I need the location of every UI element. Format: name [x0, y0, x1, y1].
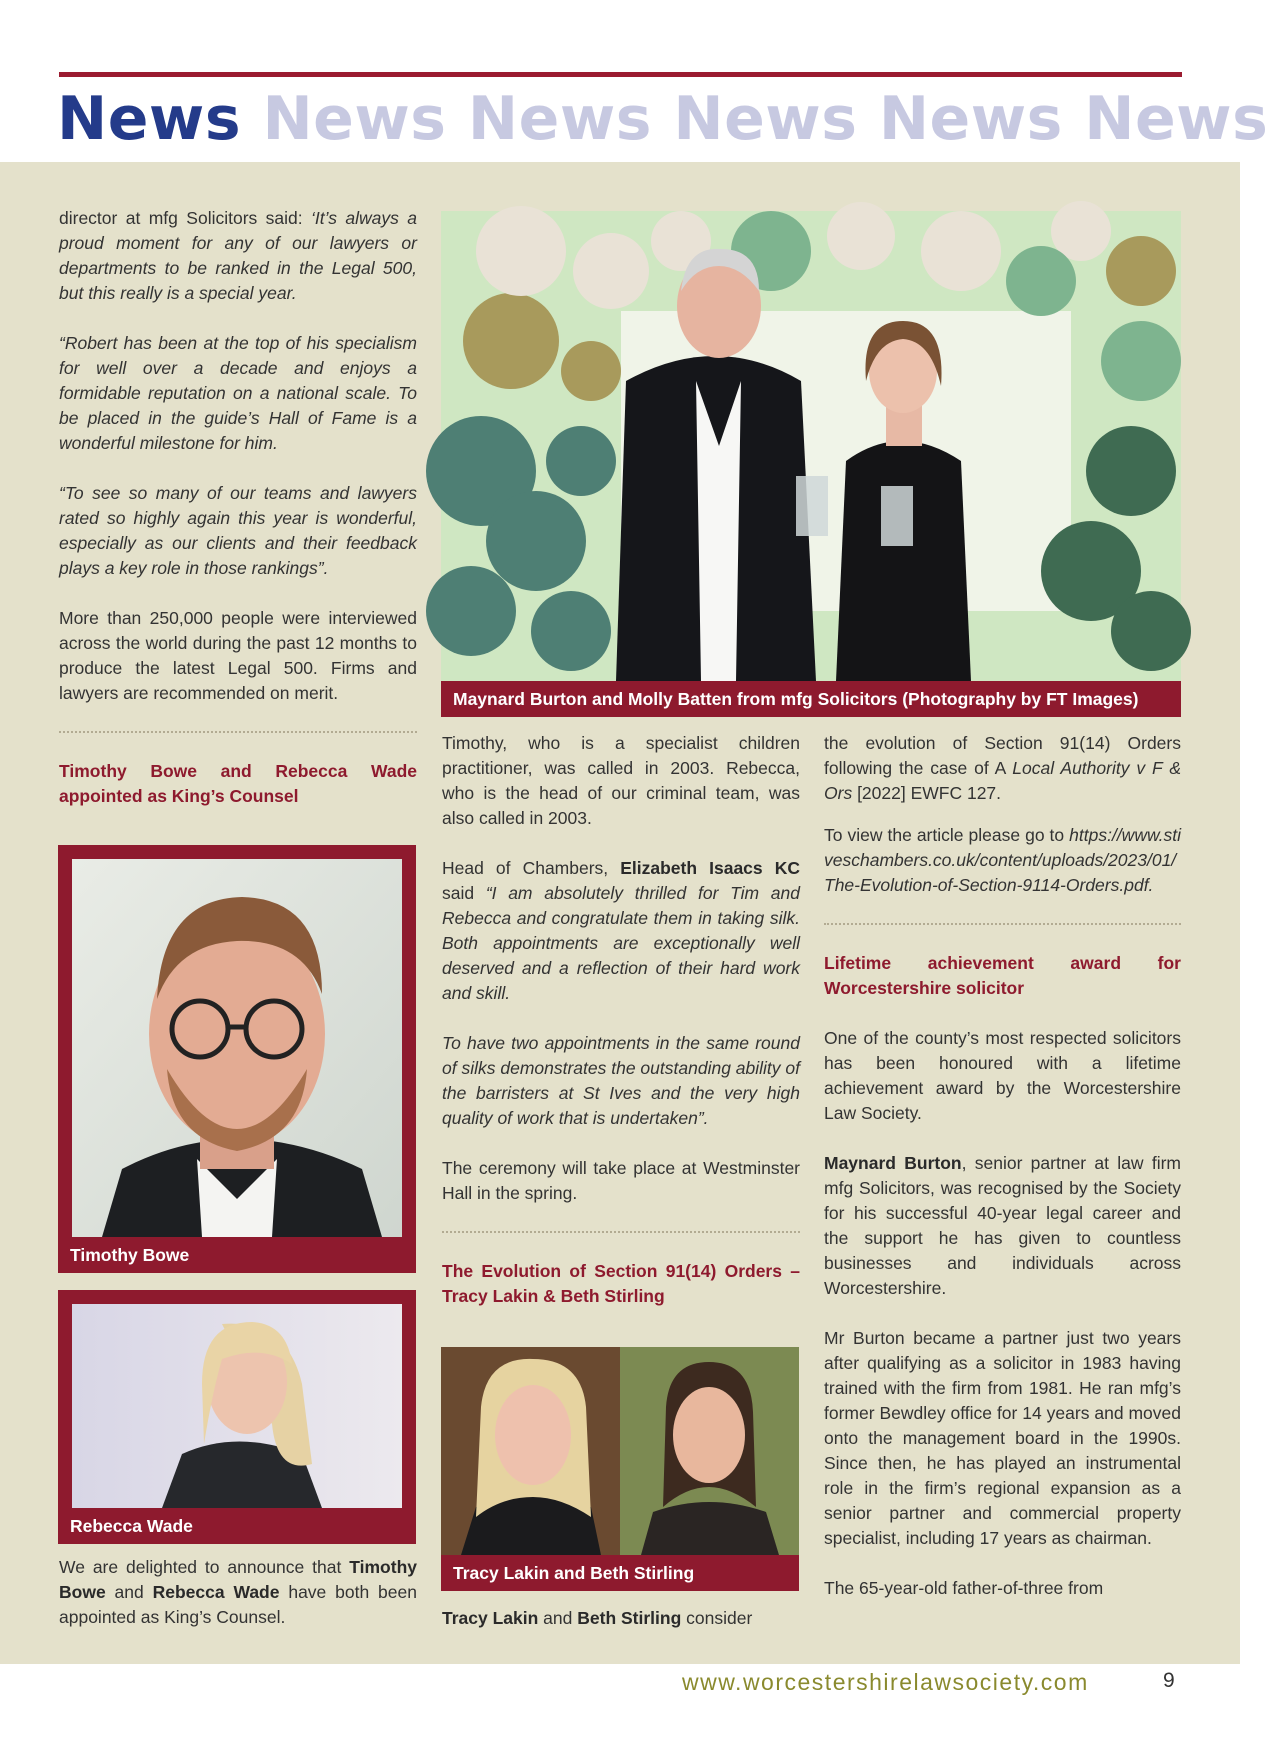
photo-caption: Maynard Burton and Molly Batten from mfg Solicitors (Photography by FT Images) — [453, 689, 1139, 709]
top-rule — [59, 72, 1182, 77]
photo-caption: Tracy Lakin and Beth Stirling — [453, 1563, 695, 1583]
paragraph: Maynard Burton, senior partner at law firm mfg Solicitors, was recognised by the Society for his successful 40-year legal career and the support he has given to countless businesses and individuals across Worcestershire. — [824, 1153, 1181, 1298]
masthead-word-faded: News — [673, 84, 858, 154]
paragraph: “Robert has been at the top of his specialism for well over a decade and enjoys a formidable reputation on a national scale. To be placed in the guide’s Hall of Fame is a wonderful milestone for him. — [59, 333, 417, 453]
masthead-word-faded: News — [467, 84, 652, 154]
dotted-divider — [59, 731, 417, 733]
page-number: 9 — [1163, 1669, 1175, 1692]
article-heading: Lifetime achievement award for Worcestershire solicitor — [824, 953, 1181, 998]
paragraph: To have two appointments in the same round of silks demonstrates the outstanding ability of the barristers at St Ives and the very high quality of work that is undertaken”. — [442, 1033, 800, 1128]
masthead — [57, 82, 1268, 156]
photo-caption: Rebecca Wade — [70, 1516, 193, 1536]
masthead-word-faded: News — [1084, 84, 1268, 154]
paragraph: More than 250,000 people were interviewed across the world during the past 12 months to produce the latest Legal 500. Firms and lawyers are recommended on merit. — [59, 608, 417, 703]
paragraph: Timothy, who is a specialist children practitioner, was called in 2003. Rebecca, who is the head of our criminal team, was also called in 2003. — [442, 733, 800, 828]
photo-rebecca-wade — [58, 1290, 416, 1544]
award-photo-image — [441, 211, 1181, 681]
column-right — [824, 731, 1181, 1601]
photo-award-winners — [441, 211, 1181, 717]
paragraph: Mr Burton became a partner just two years after qualifying as a solicitor in 1983 having trained with the firm from 1981. He ran mfg’s former Bewdley office for 14 years and moved onto the management board in the 1990s. Since then, he has played an instrumental role in the firm’s regional expansion as a senior partner and commercial property specialist, including 17 years as chairman. — [824, 1328, 1181, 1548]
portrait-image — [72, 1304, 402, 1508]
portrait-image — [72, 859, 402, 1237]
paragraph: One of the county’s most respected solicitors has been honoured with a lifetime achievement award by the Worcestershire Law Society. — [824, 1028, 1181, 1123]
article-link[interactable]: https://www.stiveschambers.co.uk/content/uploads/2023/01/The-Evolution-of-Section-9114-Orders.pdf. — [824, 825, 1181, 895]
photo-tracy-beth — [441, 1347, 799, 1591]
paragraph: The ceremony will take place at Westminster Hall in the spring. — [442, 1158, 800, 1203]
photo-timothy-bowe — [58, 845, 416, 1273]
footer-website-link[interactable]: www.worcestershirelawsociety.com — [682, 1669, 1089, 1695]
paragraph: Head of Chambers, Elizabeth Isaacs KC said “I am absolutely thrilled for Tim and Rebecca and congratulate them in taking silk. Both appointments are exceptionally well deserved and a reflection of their hard work and skill. — [442, 858, 800, 1003]
photo-caption: Timothy Bowe — [70, 1245, 190, 1265]
paragraph: We are delighted to announce that Timothy Bowe and Rebecca Wade have both been appointed as King’s Counsel. — [59, 1557, 417, 1627]
paragraph: To view the article please go to https://www.stiveschambers.co.uk/content/uploads/2023/01/The-Evolution-of-Section-9114-Orders.pdf. — [824, 825, 1181, 895]
masthead-word-faded: News — [262, 84, 447, 154]
article-heading: Timothy Bowe and Rebecca Wade appointed as King’s Counsel — [59, 761, 417, 806]
masthead-word-faded: News — [878, 84, 1063, 154]
column-middle-bottom — [442, 1606, 800, 1631]
column-left — [59, 206, 417, 834]
masthead-word: News — [57, 84, 242, 154]
paragraph: director at mfg Solicitors said: ‘It’s always a proud moment for any of our lawyers or departments to be ranked in the Legal 500, but this really is a special year. — [59, 208, 417, 303]
paragraph: The 65-year-old father-of-three from — [824, 1578, 1104, 1598]
article-heading: The Evolution of Section 91(14) Orders – Tracy Lakin & Beth Stirling — [442, 1261, 800, 1306]
column-middle — [442, 731, 800, 1334]
paragraph: “To see so many of our teams and lawyers rated so highly again this year is wonderful, especially as our clients and their feedback plays a key role in those rankings”. — [59, 483, 417, 578]
dotted-divider — [824, 923, 1181, 925]
portrait-image — [441, 1347, 799, 1555]
paragraph: the evolution of Section 91(14) Orders following the case of A Local Authority v F & Ors [2022] EWFC 127. — [824, 733, 1181, 803]
dotted-divider — [442, 1231, 800, 1233]
column-left-bottom — [59, 1555, 417, 1630]
paragraph: Tracy Lakin and Beth Stirling consider — [442, 1608, 753, 1628]
